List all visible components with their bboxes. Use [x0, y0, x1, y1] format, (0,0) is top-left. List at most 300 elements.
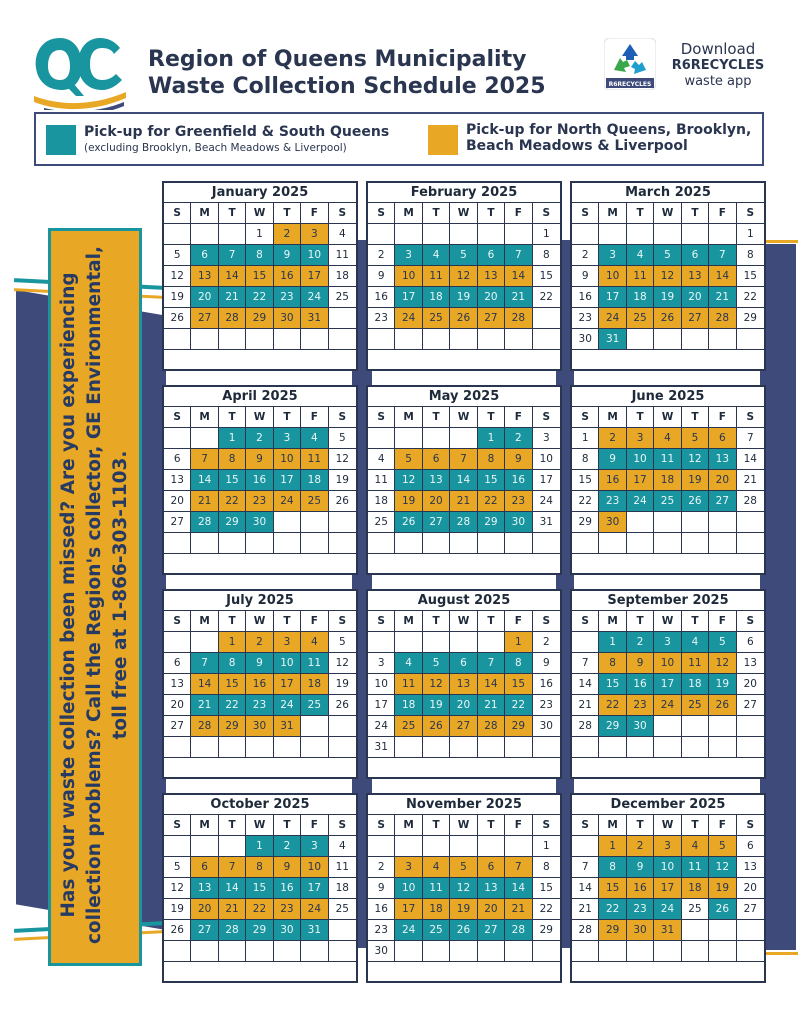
- month-calendar: [162, 793, 358, 983]
- empty-cell: [301, 716, 328, 737]
- day-cell: 2: [368, 245, 395, 266]
- day-cell: 7: [219, 245, 246, 266]
- empty-cell: [301, 533, 328, 554]
- empty-cell: [423, 836, 450, 857]
- empty-cell: [709, 941, 736, 962]
- day-cell: 19: [709, 674, 736, 695]
- day-cell: 26: [709, 695, 736, 716]
- empty-cell: [395, 737, 422, 758]
- empty-cell: [164, 632, 191, 653]
- day-cell: 23: [627, 899, 654, 920]
- day-cell: 11: [368, 470, 395, 491]
- day-cell: 27: [737, 899, 764, 920]
- empty-cell: [191, 737, 218, 758]
- day-cell: 6: [478, 245, 505, 266]
- day-cell: 8: [478, 449, 505, 470]
- weekday-header: M: [191, 611, 218, 632]
- day-cell: 20: [478, 899, 505, 920]
- day-cell: 1: [737, 224, 764, 245]
- weekday-header: S: [368, 203, 395, 224]
- empty-cell: [191, 836, 218, 857]
- day-cell: 11: [627, 266, 654, 287]
- day-cell: 15: [246, 266, 273, 287]
- empty-cell: [191, 632, 218, 653]
- day-cell: 13: [478, 878, 505, 899]
- weekday-header: T: [274, 815, 301, 836]
- day-cell: 19: [329, 674, 356, 695]
- day-cell: 18: [329, 266, 356, 287]
- month-days-grid: [368, 815, 560, 962]
- day-cell: 22: [533, 287, 560, 308]
- day-cell: 5: [709, 632, 736, 653]
- day-cell: 5: [164, 857, 191, 878]
- day-cell: 12: [329, 449, 356, 470]
- weekday-header: F: [301, 407, 328, 428]
- day-cell: 29: [246, 920, 273, 941]
- day-cell: 4: [423, 857, 450, 878]
- weekday-header: S: [572, 611, 599, 632]
- empty-cell: [572, 737, 599, 758]
- day-cell: 10: [599, 266, 626, 287]
- app-download-label: Download: [680, 40, 756, 58]
- empty-cell: [478, 836, 505, 857]
- month-days-grid: [368, 611, 560, 758]
- day-cell: 28: [505, 308, 532, 329]
- day-cell: 16: [274, 878, 301, 899]
- day-cell: 1: [533, 224, 560, 245]
- weekday-header: W: [450, 611, 477, 632]
- day-cell: 25: [329, 899, 356, 920]
- day-cell: 17: [395, 899, 422, 920]
- day-cell: 17: [301, 878, 328, 899]
- weekday-header: S: [329, 611, 356, 632]
- day-cell: 24: [627, 491, 654, 512]
- weekday-header: T: [627, 407, 654, 428]
- day-cell: 19: [450, 287, 477, 308]
- day-cell: 30: [572, 329, 599, 350]
- day-cell: 1: [219, 428, 246, 449]
- day-cell: 3: [533, 428, 560, 449]
- empty-cell: [478, 941, 505, 962]
- empty-cell: [654, 533, 681, 554]
- day-cell: 12: [395, 470, 422, 491]
- day-cell: 4: [682, 632, 709, 653]
- month-name: January 2025: [164, 183, 356, 203]
- day-cell: 20: [737, 878, 764, 899]
- day-cell: 12: [682, 449, 709, 470]
- day-cell: 14: [572, 674, 599, 695]
- weekday-header: M: [191, 407, 218, 428]
- day-cell: 17: [274, 470, 301, 491]
- day-cell: 4: [329, 224, 356, 245]
- empty-cell: [737, 329, 764, 350]
- day-cell: 3: [274, 632, 301, 653]
- day-cell: 23: [274, 287, 301, 308]
- weekday-header: S: [572, 203, 599, 224]
- day-cell: 20: [164, 491, 191, 512]
- day-cell: 31: [274, 716, 301, 737]
- day-cell: 28: [219, 308, 246, 329]
- day-cell: 28: [219, 920, 246, 941]
- month-name: March 2025: [572, 183, 764, 203]
- title-line-2: Waste Collection Schedule 2025: [148, 74, 546, 99]
- empty-cell: [709, 329, 736, 350]
- day-cell: 3: [368, 653, 395, 674]
- day-cell: 5: [709, 836, 736, 857]
- empty-cell: [219, 224, 246, 245]
- day-cell: 20: [191, 287, 218, 308]
- empty-cell: [164, 428, 191, 449]
- day-cell: 5: [395, 449, 422, 470]
- weekday-header: F: [709, 611, 736, 632]
- month-calendar: [366, 793, 562, 983]
- day-cell: 11: [301, 653, 328, 674]
- day-cell: 18: [423, 899, 450, 920]
- day-cell: 20: [478, 287, 505, 308]
- empty-cell: [682, 224, 709, 245]
- empty-cell: [654, 329, 681, 350]
- day-cell: 28: [572, 920, 599, 941]
- day-cell: 15: [533, 266, 560, 287]
- weekday-header: S: [368, 815, 395, 836]
- day-cell: 17: [301, 266, 328, 287]
- weekday-header: F: [505, 815, 532, 836]
- day-cell: 12: [164, 878, 191, 899]
- day-cell: 19: [423, 695, 450, 716]
- day-cell: 25: [301, 695, 328, 716]
- empty-cell: [329, 716, 356, 737]
- app-promo: [660, 40, 776, 89]
- day-cell: 13: [191, 878, 218, 899]
- day-cell: 6: [191, 245, 218, 266]
- day-cell: 28: [478, 716, 505, 737]
- day-cell: 24: [395, 308, 422, 329]
- day-cell: 27: [191, 920, 218, 941]
- day-cell: 13: [478, 266, 505, 287]
- day-cell: 2: [627, 836, 654, 857]
- empty-cell: [246, 737, 273, 758]
- month-name: May 2025: [368, 387, 560, 407]
- weekday-header: F: [505, 611, 532, 632]
- weekday-header: M: [395, 203, 422, 224]
- day-cell: 13: [737, 857, 764, 878]
- day-cell: 24: [301, 287, 328, 308]
- empty-cell: [599, 224, 626, 245]
- day-cell: 9: [505, 449, 532, 470]
- day-cell: 20: [423, 491, 450, 512]
- empty-cell: [423, 329, 450, 350]
- day-cell: 25: [329, 287, 356, 308]
- weekday-header: S: [572, 815, 599, 836]
- month-name: November 2025: [368, 795, 560, 815]
- weekday-header: W: [246, 407, 273, 428]
- day-cell: 8: [533, 857, 560, 878]
- day-cell: 28: [191, 512, 218, 533]
- day-cell: 12: [654, 266, 681, 287]
- weekday-header: T: [478, 815, 505, 836]
- day-cell: 24: [274, 491, 301, 512]
- empty-cell: [709, 737, 736, 758]
- day-cell: 12: [164, 266, 191, 287]
- day-cell: 25: [423, 920, 450, 941]
- day-cell: 24: [395, 920, 422, 941]
- empty-cell: [654, 941, 681, 962]
- month-name: December 2025: [572, 795, 764, 815]
- empty-cell: [301, 329, 328, 350]
- day-cell: 27: [423, 512, 450, 533]
- empty-cell: [478, 224, 505, 245]
- day-cell: 13: [709, 449, 736, 470]
- day-cell: 16: [627, 674, 654, 695]
- empty-cell: [423, 224, 450, 245]
- day-cell: 29: [505, 716, 532, 737]
- day-cell: 25: [627, 308, 654, 329]
- empty-cell: [572, 533, 599, 554]
- day-cell: 15: [599, 878, 626, 899]
- day-cell: 30: [246, 716, 273, 737]
- weekday-header: S: [737, 203, 764, 224]
- day-cell: 23: [246, 491, 273, 512]
- empty-cell: [395, 329, 422, 350]
- empty-cell: [654, 716, 681, 737]
- day-cell: 9: [572, 266, 599, 287]
- day-cell: 8: [219, 449, 246, 470]
- empty-cell: [505, 329, 532, 350]
- empty-cell: [737, 941, 764, 962]
- empty-cell: [572, 836, 599, 857]
- weekday-header: T: [682, 407, 709, 428]
- day-cell: 17: [627, 470, 654, 491]
- day-cell: 1: [505, 632, 532, 653]
- empty-cell: [682, 716, 709, 737]
- empty-cell: [368, 329, 395, 350]
- day-cell: 14: [450, 470, 477, 491]
- day-cell: 4: [395, 653, 422, 674]
- empty-cell: [395, 836, 422, 857]
- day-cell: 13: [191, 266, 218, 287]
- empty-cell: [682, 329, 709, 350]
- day-cell: 11: [682, 857, 709, 878]
- empty-cell: [599, 533, 626, 554]
- app-sub: waste app: [684, 74, 752, 89]
- day-cell: 18: [301, 470, 328, 491]
- day-cell: 16: [533, 674, 560, 695]
- day-cell: 9: [246, 449, 273, 470]
- weekday-header: M: [191, 203, 218, 224]
- day-cell: 10: [533, 449, 560, 470]
- empty-cell: [246, 533, 273, 554]
- weekday-header: T: [423, 611, 450, 632]
- day-cell: 7: [709, 245, 736, 266]
- day-cell: 29: [478, 512, 505, 533]
- weekday-header: S: [164, 611, 191, 632]
- empty-cell: [709, 224, 736, 245]
- day-cell: 29: [533, 920, 560, 941]
- day-cell: 21: [191, 491, 218, 512]
- weekday-header: W: [246, 815, 273, 836]
- day-cell: 10: [395, 878, 422, 899]
- month-calendar: [366, 181, 562, 371]
- day-cell: 22: [599, 899, 626, 920]
- weekday-header: T: [423, 407, 450, 428]
- day-cell: 21: [219, 287, 246, 308]
- day-cell: 16: [505, 470, 532, 491]
- day-cell: 26: [164, 920, 191, 941]
- day-cell: 2: [533, 632, 560, 653]
- weekday-header: T: [478, 203, 505, 224]
- day-cell: 27: [709, 491, 736, 512]
- empty-cell: [533, 329, 560, 350]
- legend-swatch-gold: [428, 125, 458, 155]
- weekday-header: T: [682, 611, 709, 632]
- empty-cell: [246, 329, 273, 350]
- day-cell: 15: [737, 266, 764, 287]
- day-cell: 16: [627, 878, 654, 899]
- day-cell: 7: [505, 245, 532, 266]
- day-cell: 8: [246, 245, 273, 266]
- day-cell: 14: [191, 470, 218, 491]
- day-cell: 16: [246, 674, 273, 695]
- weekday-header: S: [368, 407, 395, 428]
- day-cell: 9: [368, 878, 395, 899]
- empty-cell: [219, 737, 246, 758]
- month-days-grid: [572, 203, 764, 350]
- weekday-header: M: [599, 407, 626, 428]
- day-cell: 8: [246, 857, 273, 878]
- day-cell: 13: [164, 470, 191, 491]
- weekday-header: T: [274, 407, 301, 428]
- weekday-header: T: [682, 203, 709, 224]
- weekday-header: S: [737, 815, 764, 836]
- day-cell: 5: [423, 653, 450, 674]
- empty-cell: [274, 737, 301, 758]
- day-cell: 29: [219, 716, 246, 737]
- month-calendar: [366, 589, 562, 779]
- day-cell: 15: [219, 674, 246, 695]
- month-calendar: [366, 385, 562, 575]
- month-days-grid: [572, 611, 764, 758]
- day-cell: 19: [164, 287, 191, 308]
- day-cell: 29: [599, 920, 626, 941]
- day-cell: 18: [301, 674, 328, 695]
- day-cell: 23: [246, 695, 273, 716]
- month-name: July 2025: [164, 591, 356, 611]
- month-days-grid: [572, 407, 764, 554]
- day-cell: 4: [368, 449, 395, 470]
- day-cell: 23: [533, 695, 560, 716]
- day-cell: 23: [368, 920, 395, 941]
- empty-cell: [654, 737, 681, 758]
- day-cell: 22: [599, 695, 626, 716]
- empty-cell: [627, 224, 654, 245]
- day-cell: 1: [246, 836, 273, 857]
- empty-cell: [191, 941, 218, 962]
- day-cell: 27: [164, 716, 191, 737]
- day-cell: 18: [627, 287, 654, 308]
- empty-cell: [572, 941, 599, 962]
- empty-cell: [423, 533, 450, 554]
- day-cell: 30: [368, 941, 395, 962]
- day-cell: 4: [301, 632, 328, 653]
- day-cell: 24: [654, 695, 681, 716]
- day-cell: 11: [301, 449, 328, 470]
- day-cell: 8: [737, 245, 764, 266]
- day-cell: 17: [368, 695, 395, 716]
- day-cell: 3: [654, 836, 681, 857]
- month-name: October 2025: [164, 795, 356, 815]
- day-cell: 28: [505, 920, 532, 941]
- empty-cell: [450, 941, 477, 962]
- day-cell: 11: [395, 674, 422, 695]
- empty-cell: [329, 941, 356, 962]
- weekday-header: M: [191, 815, 218, 836]
- day-cell: 7: [505, 857, 532, 878]
- day-cell: 21: [505, 287, 532, 308]
- day-cell: 2: [274, 836, 301, 857]
- weekday-header: S: [533, 407, 560, 428]
- day-cell: 15: [533, 878, 560, 899]
- day-cell: 22: [246, 287, 273, 308]
- day-cell: 5: [450, 857, 477, 878]
- legend-teal-label: Pick-up for Greenfield & South Queens: [84, 124, 390, 140]
- empty-cell: [450, 533, 477, 554]
- empty-cell: [478, 632, 505, 653]
- empty-cell: [191, 329, 218, 350]
- day-cell: 3: [395, 245, 422, 266]
- day-cell: 1: [478, 428, 505, 449]
- day-cell: 6: [737, 836, 764, 857]
- day-cell: 14: [572, 878, 599, 899]
- day-cell: 8: [219, 653, 246, 674]
- weekday-header: F: [709, 815, 736, 836]
- empty-cell: [505, 224, 532, 245]
- weekday-header: S: [368, 611, 395, 632]
- day-cell: 8: [505, 653, 532, 674]
- day-cell: 14: [219, 266, 246, 287]
- day-cell: 2: [572, 245, 599, 266]
- empty-cell: [654, 512, 681, 533]
- day-cell: 1: [572, 428, 599, 449]
- empty-cell: [219, 836, 246, 857]
- day-cell: 12: [450, 878, 477, 899]
- day-cell: 23: [627, 695, 654, 716]
- day-cell: 29: [572, 512, 599, 533]
- day-cell: 22: [572, 491, 599, 512]
- empty-cell: [737, 737, 764, 758]
- day-cell: 7: [572, 857, 599, 878]
- day-cell: 22: [246, 899, 273, 920]
- weekday-header: T: [219, 407, 246, 428]
- empty-cell: [627, 941, 654, 962]
- day-cell: 25: [301, 491, 328, 512]
- empty-cell: [737, 716, 764, 737]
- day-cell: 6: [682, 245, 709, 266]
- day-cell: 13: [164, 674, 191, 695]
- weekday-header: S: [737, 611, 764, 632]
- empty-cell: [533, 941, 560, 962]
- day-cell: 6: [164, 653, 191, 674]
- empty-cell: [329, 308, 356, 329]
- day-cell: 7: [572, 653, 599, 674]
- day-cell: 5: [654, 245, 681, 266]
- empty-cell: [164, 941, 191, 962]
- day-cell: 18: [329, 878, 356, 899]
- day-cell: 21: [191, 695, 218, 716]
- weekday-header: F: [301, 203, 328, 224]
- day-cell: 8: [572, 449, 599, 470]
- day-cell: 26: [709, 899, 736, 920]
- empty-cell: [505, 533, 532, 554]
